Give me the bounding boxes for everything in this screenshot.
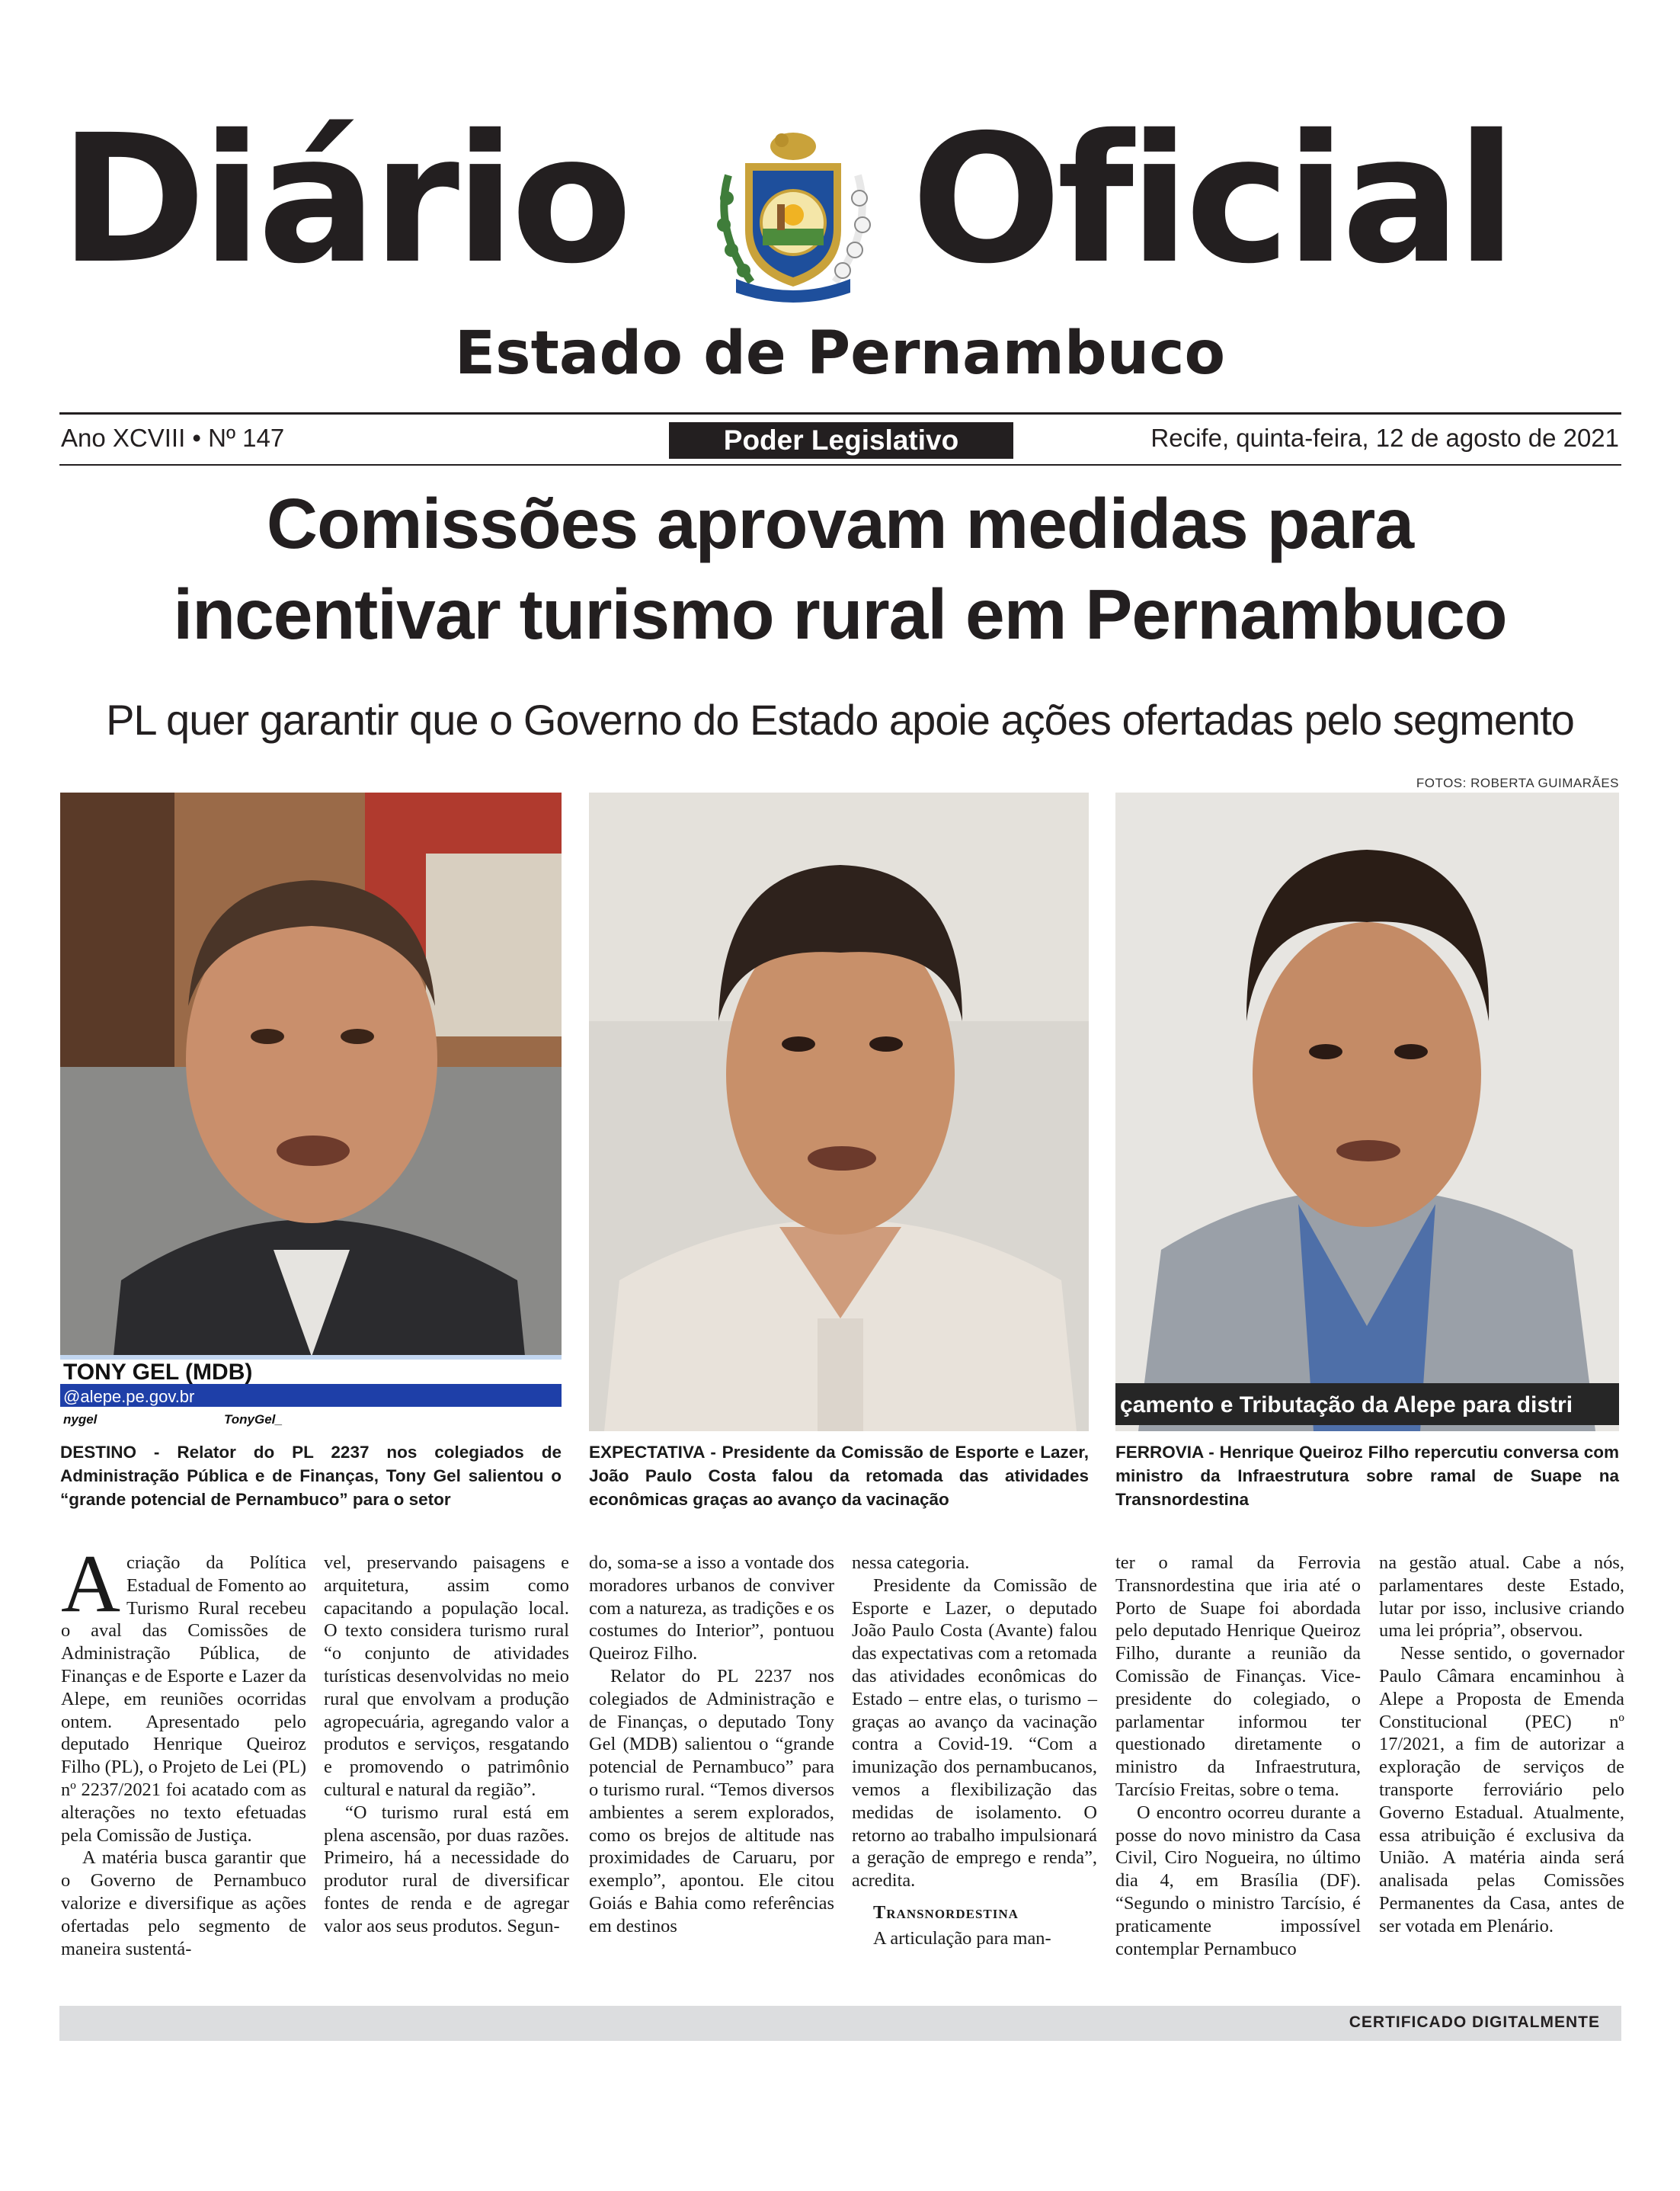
caption-label: FERROVIA - bbox=[1115, 1443, 1214, 1462]
lower-third-email: @alepe.pe.gov.br bbox=[63, 1387, 195, 1406]
caption-text: Relator do PL 2237 nos colegiados de Administração Pública e de Finanças, Tony Gel salientou o “grande potencial de Pernambuco” para o setor bbox=[60, 1443, 562, 1509]
caption-tony-gel bbox=[60, 1440, 562, 1511]
caption-joao-paulo-costa bbox=[589, 1440, 1089, 1511]
article-subhead: Transnordestina bbox=[873, 1901, 1019, 1923]
section-label: Poder Legislativo bbox=[669, 422, 1013, 459]
caption-text: Henrique Queiroz Filho repercutiu conversa com ministro da Infraestrutura sobre ramal de Suape na Transnordestina bbox=[1115, 1443, 1619, 1509]
divider-bottom bbox=[59, 464, 1621, 466]
footer-bar bbox=[59, 2006, 1621, 2041]
headline bbox=[30, 479, 1650, 660]
article-column-3 bbox=[589, 1552, 834, 1938]
article-column-2 bbox=[324, 1552, 569, 1938]
caption-text: Presidente da Comissão de Esporte e Lazer, João Paulo Costa falou da retomada das atividades econômicas graças ao avanço da vacinação bbox=[589, 1443, 1089, 1509]
certified-label: CERTIFICADO DIGITALMENTE bbox=[1349, 2013, 1600, 2031]
article-paragraph: nessa categoria. bbox=[852, 1552, 970, 1573]
article-paragraph: A articulação para man- bbox=[873, 1927, 1051, 1949]
pernambuco-coat-of-arms-icon bbox=[706, 130, 881, 306]
article-paragraph: Relator do PL 2237 nos colegiados de Administração e de Finanças, o deputado Tony Gel (MDB) salientou o “grande potencial de Pernambuco” para o turismo rural. “Temos diversos ambientes a serem explorados, como os brejos de altitude nas proximidades de Caruaru, por exemplo”, apontou. Ele citou Goiás e Bahia como referências em destinos bbox=[589, 1665, 834, 1936]
lower-third-handle-left: nygel bbox=[63, 1412, 98, 1427]
photo-tony-gel bbox=[60, 793, 562, 1431]
article-paragraph: “O turismo rural está em plena ascensão, por duas razões. Primeiro, há a necessidade do produtor rural de diversificar fontes de renda e de agregar valor aos seus produtos. Segun- bbox=[324, 1802, 569, 1936]
article-paragraph: Nesse sentido, o governador Paulo Câmara encaminhou à Alepe a Proposta de Emenda Constitucional (PEC) nº 17/2021, a fim de autorizar a exploração de serviços de transporte ferroviário pelo Governo Estadual. Atualmente, essa atribuição é exclusiva da União. A matéria ainda será analisada pelas Comissões Permanentes da Casa, antes de ser votada em Plenário. bbox=[1379, 1643, 1624, 1936]
edition-date: Recife, quinta-feira, 12 de agosto de 2021 bbox=[1150, 424, 1619, 452]
deck-subheadline: PL quer garantir que o Governo do Estado apoie ações ofertadas pelo segmento bbox=[106, 696, 1574, 744]
masthead-title-right: Oficial bbox=[911, 97, 1512, 303]
article-paragraph: Presidente da Comissão de Esporte e Lazer, o deputado João Paulo Costa (Avante) falou das expectativas com a retomada das atividades econômicas do Estado – entre elas, o turismo – graças ao avanço da vacinação contra a Covid-19. “Com a imunização dos pernambucanos, vemos a flexibilização das medidas de isolamento. O retorno ao trabalho impulsionará a geração de emprego e renda”, acredita. bbox=[852, 1574, 1097, 1891]
lower-third-name: TONY GEL (MDB) bbox=[63, 1360, 253, 1385]
caption-henrique-queiroz-filho bbox=[1115, 1440, 1619, 1511]
article-paragraph: ter o ramal da Ferrovia Transnordestina que iria até o Porto de Suape foi abordada pelo deputado Henrique Queiroz Filho, durante a reunião da Comissão de Finanças. Vice-presidente do colegiado, o parlamentar informou ter questionado diretamente o ministro da Infraestrutura, Tarcísio Freitas, sobre o tema. bbox=[1115, 1552, 1361, 1800]
drop-cap: A bbox=[61, 1539, 120, 1629]
article-paragraph: vel, preservando paisagens e arquitetura, assim como capacitando a população local. O texto considera turismo rural “o conjunto de atividades turísticas desenvolvidas no meio rural que envolvam a produção agropecuária, agregando valor a produtos e serviços, resgatando e promovendo o patrimônio cultural e natural da região”. bbox=[324, 1552, 569, 1800]
photo-joao-paulo-costa bbox=[589, 793, 1089, 1431]
article-column-5 bbox=[1115, 1552, 1361, 1960]
caption-label: EXPECTATIVA - bbox=[589, 1443, 716, 1462]
masthead-subtitle: Estado de Pernambuco bbox=[454, 319, 1226, 388]
photo-credit: FOTOS: ROBERTA GUIMARÃES bbox=[1416, 776, 1619, 790]
masthead-title-left: Diário bbox=[59, 97, 628, 303]
caption-label: DESTINO - bbox=[60, 1443, 160, 1462]
article-paragraph: na gestão atual. Cabe a nós, parlamentares deste Estado, lutar por isso, inclusive criando uma lei própria”, observou. bbox=[1379, 1552, 1624, 1642]
article-paragraph: do, soma-se a isso a vontade dos moradores urbanos de conviver com a natureza, as tradições e os costumes do Interior”, pontuou Queiroz Filho. bbox=[589, 1552, 834, 1664]
headline-line-2: incentivar turismo rural em Pernambuco bbox=[173, 575, 1507, 654]
divider-top bbox=[59, 412, 1621, 415]
edition-number: Ano XCVIII • Nº 147 bbox=[61, 424, 285, 452]
article-column-4 bbox=[852, 1552, 1097, 1950]
video-ticker: çamento e Tributação da Alepe para distri bbox=[1120, 1392, 1573, 1417]
headline-line-1: Comissões aprovam medidas para bbox=[266, 484, 1414, 563]
photo-henrique-queiroz-filho bbox=[1115, 793, 1619, 1431]
article-paragraph: Acriação da Política Estadual de Fomento ao Turismo Rural recebeu o aval das Comissões de Administração Pública, de Finanças e de Esporte e Lazer da Alepe, em reuniões ocorridas ontem. Apresentado pelo deputado Henrique Queiroz Filho (PL), o Projeto de Lei (PL) nº 2237/2021 foi acatado com as alterações no texto efetuadas pela Comissão de Justiça. bbox=[61, 1539, 306, 1846]
article-column-1 bbox=[61, 1539, 306, 1960]
article-paragraph: O encontro ocorreu durante a posse do novo ministro da Casa Civil, Ciro Nogueira, no último dia 4, em Brasília (DF). “Segundo o ministro Tarcísio, é praticamente impossível contemplar Pernambuco bbox=[1115, 1802, 1361, 1959]
lower-third-handle-right: TonyGel_ bbox=[224, 1412, 283, 1427]
article-column-6 bbox=[1379, 1552, 1624, 1938]
article-paragraph: A matéria busca garantir que o Governo de Pernambuco valorize e diversifique as ações ofertadas pelo segmento de maneira sustentá- bbox=[61, 1847, 306, 1959]
